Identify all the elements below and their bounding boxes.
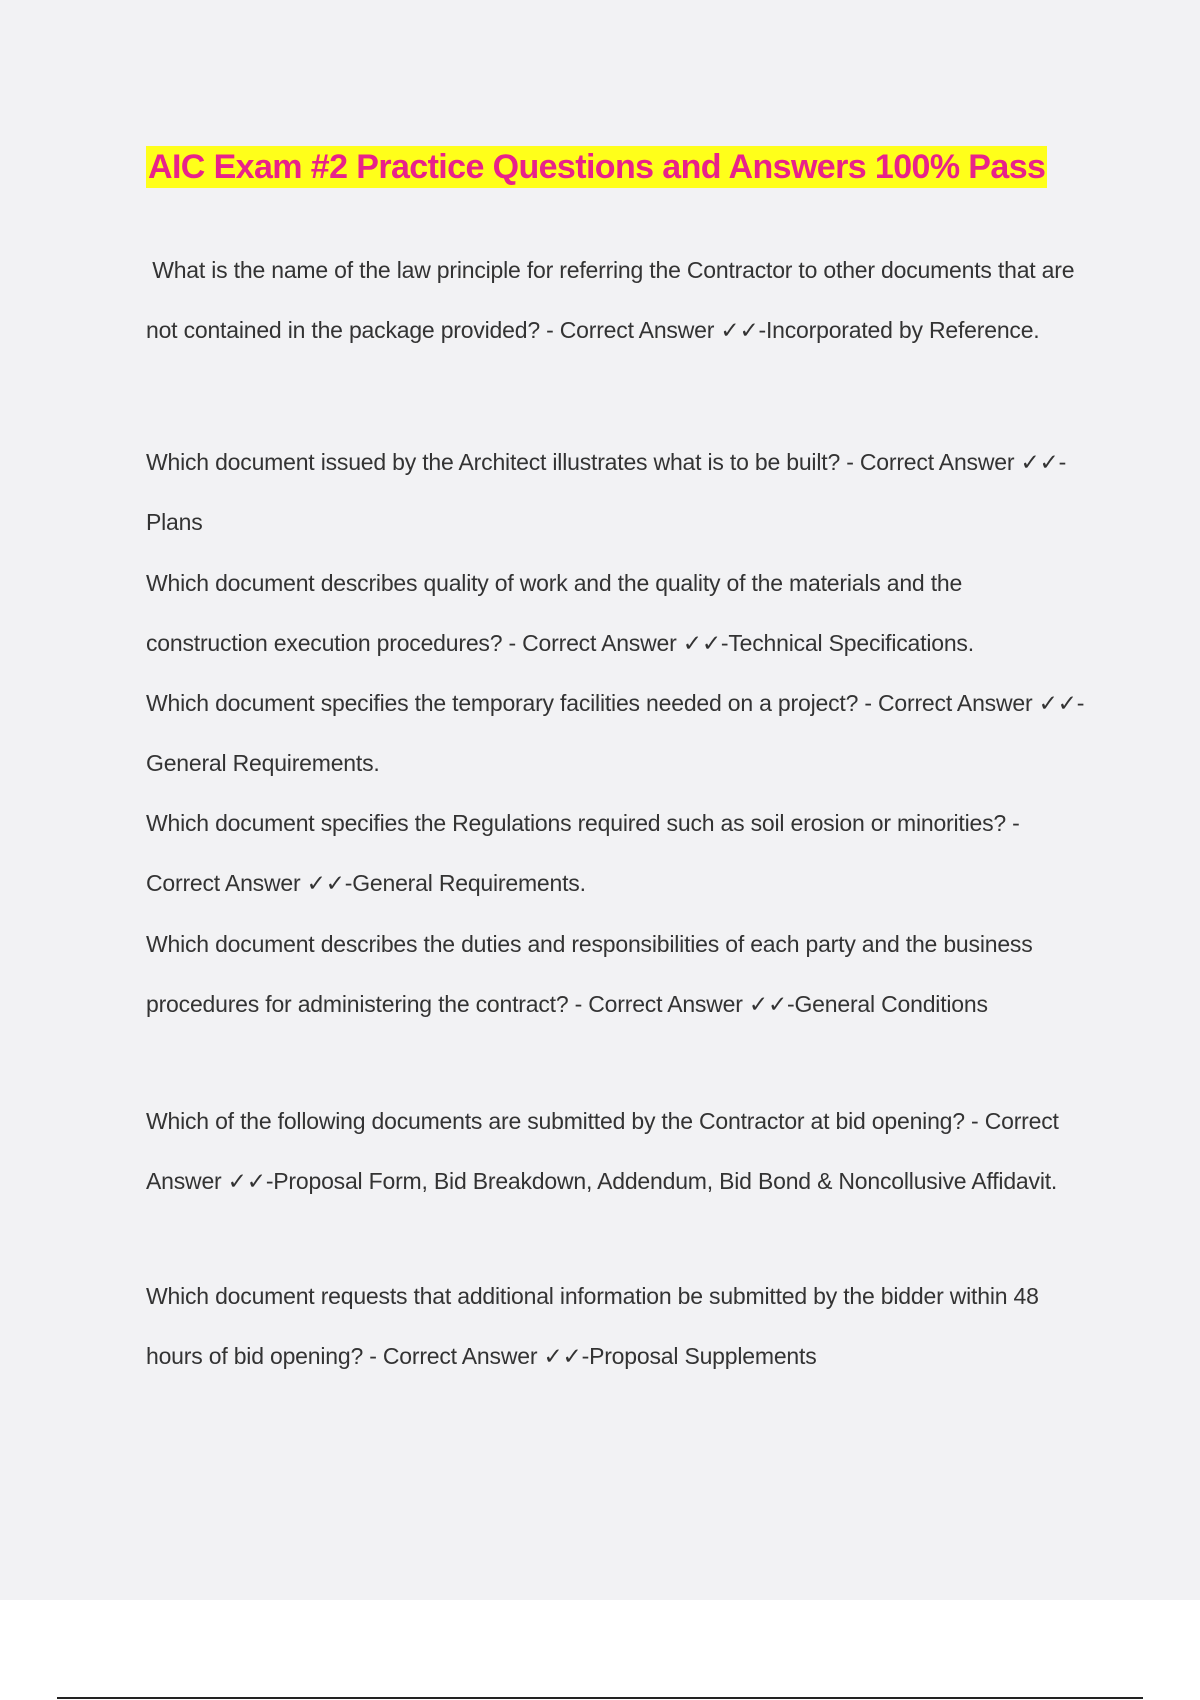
- qa-item-law-principle: What is the name of the law principle for referring the Contractor to other documents that are not contained in the package provided? - Correct Answer ✓✓-Incorporated by Reference.: [146, 257, 1081, 343]
- qa-item-general-conditions: Which document describes the duties and responsibilities of each party and the business procedures for administering the contract? - Correct Answer ✓✓-General Conditions: [146, 931, 1033, 1017]
- qa-item-regulations: Which document specifies the Regulations required such as soil erosion or minorities? - Correct Answer ✓✓-General Requirements.: [146, 810, 1020, 896]
- qa-item-plans: Which document issued by the Architect illustrates what is to be built? - Correct Answer ✓✓-Plans: [146, 449, 1067, 535]
- document-title: AIC Exam #2 Practice Questions and Answers 100% Pass: [148, 148, 1046, 186]
- qa-item-proposal-supplements: Which document requests that additional information be submitted by the bidder within 48 hours of bid opening? - Correct Answer ✓✓-Proposal Supplements: [146, 1283, 1039, 1369]
- qa-item-temporary-facilities: Which document specifies the temporary facilities needed on a project? - Correct Answer ✓✓-General Requirements.: [146, 690, 1085, 776]
- qa-item-bid-opening-documents: Which of the following documents are submitted by the Contractor at bid opening? - Correct Answer ✓✓-Proposal Form, Bid Breakdown, Addendum, Bid Bond & Noncollusive Affidavit.: [146, 1108, 1059, 1194]
- footer-rule: [57, 1697, 1143, 1699]
- qa-item-technical-specifications: Which document describes quality of work and the quality of the materials and the construction execution procedures? - Correct Answer ✓✓-Technical Specifications.: [146, 570, 974, 656]
